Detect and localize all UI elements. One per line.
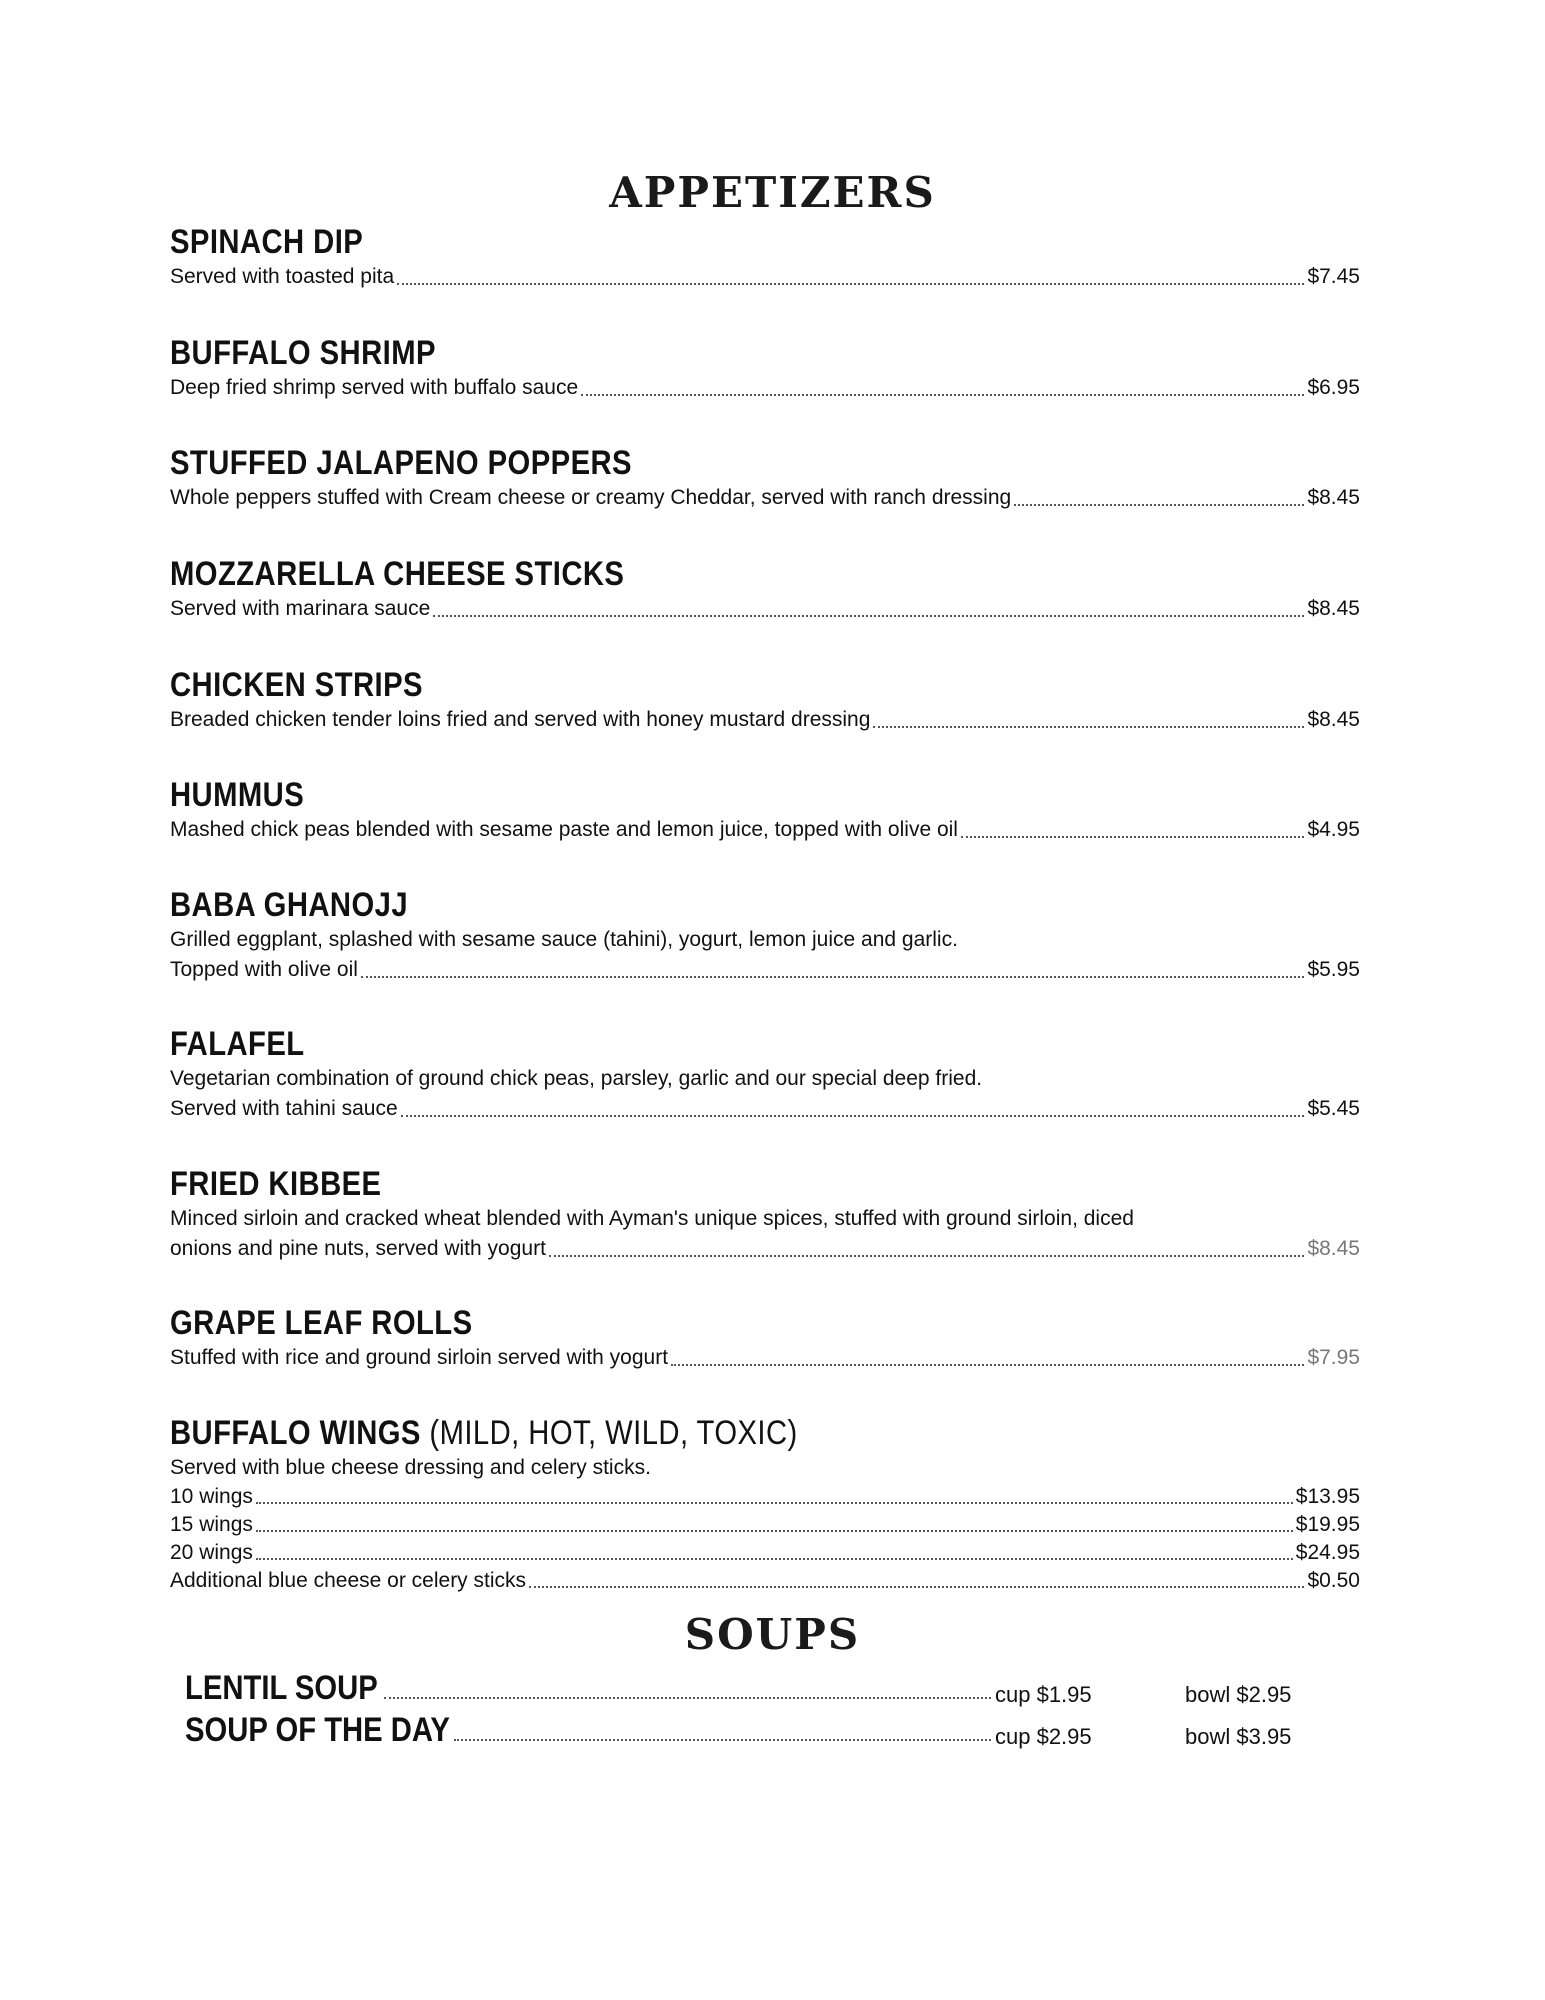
menu-item-jalapeno-poppers bbox=[170, 443, 1360, 513]
menu-item-falafel bbox=[170, 1024, 1360, 1124]
dot-leader bbox=[361, 976, 1304, 978]
dot-leader bbox=[401, 1115, 1305, 1117]
soup-bowl-price: bowl $3.95 bbox=[1185, 1724, 1292, 1749]
wings-extra-label: Additional blue cheese or celery sticks bbox=[170, 1569, 527, 1592]
dot-leader bbox=[529, 1586, 1304, 1588]
menu-item-spinach-dip bbox=[170, 222, 1360, 292]
item-name: SPINACH DIP bbox=[170, 223, 364, 261]
menu-item-buffalo-wings bbox=[170, 1413, 1360, 1595]
item-description-cont: onions and pine nuts, served with yogurt bbox=[170, 1237, 546, 1260]
menu-item-fried-kibbee bbox=[170, 1164, 1360, 1264]
item-price: $8.45 bbox=[1307, 597, 1360, 620]
item-name: MOZZARELLA CHEESE STICKS bbox=[170, 555, 625, 593]
item-line bbox=[170, 815, 1360, 845]
item-line bbox=[170, 594, 1360, 624]
item-name: GRAPE LEAF ROLLS bbox=[170, 1304, 473, 1342]
dot-leader bbox=[384, 1697, 991, 1699]
wings-extra-line bbox=[170, 1567, 1360, 1595]
item-line bbox=[170, 1094, 1360, 1124]
item-price: $8.45 bbox=[1307, 708, 1360, 731]
item-description: Grilled eggplant, splashed with sesame sauce (tahini), yogurt, lemon juice and garlic. bbox=[170, 928, 958, 951]
item-description: Minced sirloin and cracked wheat blended with Ayman's unique spices, stuffed with ground sirloin, diced bbox=[170, 1207, 1134, 1230]
item-name: BABA GHANOJJ bbox=[170, 886, 409, 924]
dot-leader bbox=[1014, 504, 1304, 506]
wings-name: BUFFALO WINGS bbox=[170, 1414, 421, 1452]
item-name bbox=[170, 1413, 1193, 1453]
menu-item-buffalo-shrimp bbox=[170, 333, 1360, 403]
item-line bbox=[170, 1234, 1360, 1264]
wings-size-line bbox=[170, 1511, 1360, 1539]
item-description: Vegetarian combination of ground chick peas, parsley, garlic and our special deep fried. bbox=[170, 1067, 983, 1090]
dot-leader bbox=[671, 1364, 1304, 1366]
wings-size-label: 15 wings bbox=[170, 1513, 253, 1536]
item-line bbox=[170, 705, 1360, 735]
item-description: Served with marinara sauce bbox=[170, 597, 431, 620]
soup-row-lentil bbox=[185, 1668, 1292, 1708]
wings-size-label: 10 wings bbox=[170, 1485, 253, 1508]
dot-leader bbox=[256, 1530, 1293, 1532]
item-description-cont: Served with tahini sauce bbox=[170, 1097, 398, 1120]
menu-item-mozzarella-sticks bbox=[170, 554, 1360, 624]
soup-name: LENTIL SOUP bbox=[185, 1669, 378, 1707]
item-price: $8.45 bbox=[1307, 1237, 1360, 1260]
item-description: Breaded chicken tender loins fried and served with honey mustard dressing bbox=[170, 708, 871, 731]
soup-row-of-the-day bbox=[185, 1710, 1292, 1750]
item-name: FRIED KIBBEE bbox=[170, 1165, 382, 1203]
dot-leader bbox=[433, 615, 1304, 617]
wings-extra-price: $0.50 bbox=[1307, 1569, 1360, 1592]
soup-bowl-price: bowl $2.95 bbox=[1185, 1682, 1292, 1707]
dot-leader bbox=[581, 394, 1304, 396]
item-name: HUMMUS bbox=[170, 776, 305, 814]
menu-item-hummus bbox=[170, 775, 1360, 845]
menu-item-grape-leaf-rolls bbox=[170, 1303, 1360, 1373]
menu-item-baba-ghanojj bbox=[170, 885, 1360, 985]
item-price: $4.95 bbox=[1307, 818, 1360, 841]
item-price: $7.95 bbox=[1307, 1346, 1360, 1369]
item-name: BUFFALO SHRIMP bbox=[170, 334, 436, 372]
item-line bbox=[170, 483, 1360, 513]
wings-size-line bbox=[170, 1483, 1360, 1511]
item-description: Mashed chick peas blended with sesame paste and lemon juice, topped with olive oil bbox=[170, 818, 958, 841]
soup-cup-price: cup $1.95 bbox=[995, 1682, 1092, 1707]
item-price: $5.95 bbox=[1307, 958, 1360, 981]
item-line bbox=[170, 373, 1360, 403]
item-line bbox=[170, 1343, 1360, 1373]
item-description: Served with blue cheese dressing and celery sticks. bbox=[170, 1456, 651, 1479]
item-description: Whole peppers stuffed with Cream cheese or creamy Cheddar, served with ranch dressing bbox=[170, 486, 1012, 509]
wings-options: (MILD, HOT, WILD, TOXIC) bbox=[429, 1414, 798, 1452]
menu-item-chicken-strips bbox=[170, 665, 1360, 735]
item-name: CHICKEN STRIPS bbox=[170, 666, 423, 704]
item-description: Stuffed with rice and ground sirloin served with yogurt bbox=[170, 1346, 669, 1369]
wings-size-label: 20 wings bbox=[170, 1541, 253, 1564]
dot-leader bbox=[256, 1502, 1293, 1504]
item-description: Deep fried shrimp served with buffalo sauce bbox=[170, 376, 579, 399]
dot-leader bbox=[256, 1558, 1293, 1560]
item-name: STUFFED JALAPENO POPPERS bbox=[170, 444, 632, 482]
item-price: $7.45 bbox=[1307, 265, 1360, 288]
item-line bbox=[170, 262, 1360, 292]
wings-size-price: $24.95 bbox=[1295, 1541, 1360, 1564]
wings-size-price: $13.95 bbox=[1295, 1485, 1360, 1508]
item-description: Served with toasted pita bbox=[170, 265, 395, 288]
soup-cup-price: cup $2.95 bbox=[995, 1724, 1092, 1749]
item-description-cont: Topped with olive oil bbox=[170, 958, 358, 981]
dot-leader bbox=[549, 1255, 1305, 1257]
appetizers-heading: APPETIZERS bbox=[609, 168, 936, 217]
dot-leader bbox=[397, 283, 1304, 285]
dot-leader bbox=[873, 726, 1304, 728]
item-price: $6.95 bbox=[1307, 376, 1360, 399]
item-price: $8.45 bbox=[1307, 486, 1360, 509]
wings-size-line bbox=[170, 1539, 1360, 1567]
dot-leader bbox=[454, 1739, 991, 1741]
item-price: $5.45 bbox=[1307, 1097, 1360, 1120]
item-name: FALAFEL bbox=[170, 1025, 305, 1063]
wings-size-price: $19.95 bbox=[1295, 1513, 1360, 1536]
dot-leader bbox=[961, 836, 1304, 838]
soups-heading: SOUPS bbox=[684, 1610, 861, 1659]
soup-name: SOUP OF THE DAY bbox=[185, 1711, 450, 1749]
item-line bbox=[170, 955, 1360, 985]
